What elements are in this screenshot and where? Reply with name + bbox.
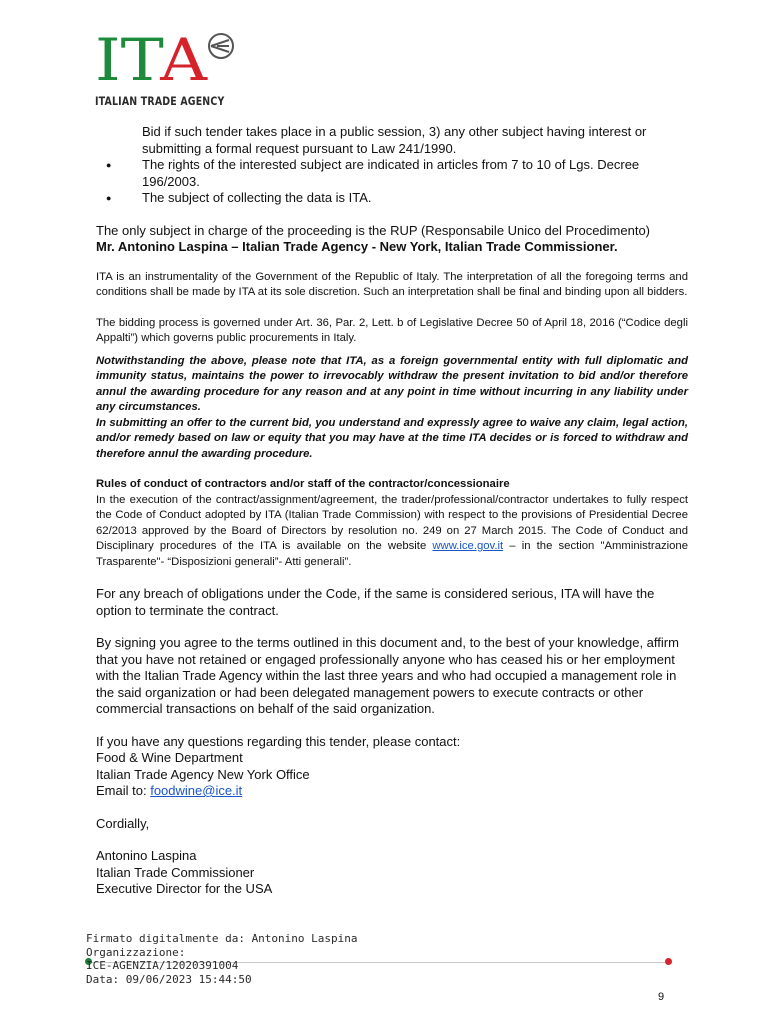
rights-list: [96, 157, 688, 207]
continuation-text: Bid if such tender takes place in a public session, 3) any other subject having interest or submitting a formal request pursuant to Law 241/1990.: [142, 124, 647, 156]
signature-signed-by: Firmato digitalmente da: Antonino Laspina: [86, 932, 358, 945]
ita-logo: [95, 30, 245, 110]
signature-organization-label: Organizzazione:: [86, 945, 186, 959]
signatory-block: [96, 848, 688, 898]
email-label: Email to:: [96, 783, 147, 798]
logo-arrow-icon: [211, 40, 229, 52]
signing-paragraph: By signing you agree to the terms outlined in this document and, to the best of your knowledge, affirm that you have not retained or engaged professionally anyone who has ceased his or her employment with the Italian Trade Agency within the last three years and who had occupied a management role in the said organization or had been delegated management powers to execute contracts or other commercial transactions on behalf of the said organization.: [96, 635, 679, 716]
conduct-after-link: – in the section "Amministrazione Trasparente"- “Disposizioni generali”- Atti generali”.: [96, 540, 688, 568]
signature-dot-red: [665, 958, 672, 965]
conduct-body: In the execution of the contract/assignment/agreement, the trader/professional/contractor undertakes to fully respect the Code of Conduct adopted by ITA (Italian Trade Commission) with respect to the provisions of Presidential Decree 62/2013 approved by the Board of Directors by resolution no. 249 on 27 March 2015. The Code of Conduct and Disciplinary procedures of the ITA is available on the website: [96, 493, 688, 552]
signature-date: Data: 09/06/2023 15:44:50: [86, 972, 252, 986]
digital-signature-stamp: [86, 932, 358, 986]
signatory-name: Antonino Laspina: [96, 848, 197, 863]
signature-organization: ICE-AGENZIA/12020391004: [86, 959, 239, 972]
salutation: Cordially,: [96, 815, 150, 831]
signatory-role: Executive Director for the USA: [96, 881, 273, 896]
page-number: 9: [658, 991, 665, 1003]
instrumentality-paragraph: ITA is an instrumentality of the Government of the Republic of Italy. The interpretation of all the foregoing terms and conditions shall be made by ITA at its sole discretion. Such an interpretation shall be final and binding upon all bidders.: [96, 270, 688, 298]
website-link[interactable]: www.ice.gov.it: [432, 540, 504, 552]
contact-department: Food & Wine Department: [96, 750, 243, 765]
document-body: [96, 124, 688, 898]
signatory-title: Italian Trade Commissioner: [96, 864, 255, 880]
list-item: ● The subject of collecting the data is ITA.: [142, 190, 688, 207]
waive-paragraph: In submitting an offer to the current bid, you understand and expressly agree to waive any claim, legal action, and/or remedy based on law or equity that you may have at the time ITA decides or is forced to withdraw and therefore annul the awarding procedure.: [96, 416, 688, 460]
agency-name: ITALIAN TRADE AGENCY: [95, 94, 225, 108]
rup-line: The only subject in charge of the proceeding is the RUP (Responsabile Unico del Procedimento): [96, 222, 651, 238]
email-link[interactable]: foodwine@ice.it: [150, 783, 243, 798]
governed-paragraph: The bidding process is governed under Art. 36, Par. 2, Lett. b of Legislative Decree 50 of April 18, 2016 (“Codice degli Appalti”) which governs public procurements in Italy.: [96, 316, 688, 344]
rup-paragraph: [96, 223, 688, 256]
contact-office: Italian Trade Agency New York Office: [96, 766, 310, 782]
list-item: ● The rights of the interested subject are indicated in articles from 7 to 10 of Lgs. Decree 196/2003.: [142, 157, 688, 190]
conduct-heading: Rules of conduct of contractors and/or staff of the contractor/concessionaire: [96, 478, 510, 490]
contact-intro: If you have any questions regarding this tender, please contact:: [96, 733, 461, 749]
ita-logo-mark: [95, 30, 245, 88]
logo-letters: ITA: [95, 30, 203, 88]
conduct-paragraph: [96, 493, 688, 571]
breach-paragraph: For any breach of obligations under the Code, if the same is considered serious, ITA will have the option to terminate the contract.: [96, 586, 655, 618]
rup-name: Mr. Antonino Laspina – Italian Trade Agency - New York, Italian Trade Commissioner.: [96, 239, 618, 254]
contact-block: [96, 734, 688, 800]
notwithstanding-paragraph: Notwithstanding the above, please note that ITA, as a foreign governmental entity with full diplomatic and immunity status, maintains the power to irrevocably withdraw the present invitation to bid and/or therefore annul the awarding procedure for any reason and at any point in time without incurring in any liability under any circumstances.: [96, 354, 688, 413]
